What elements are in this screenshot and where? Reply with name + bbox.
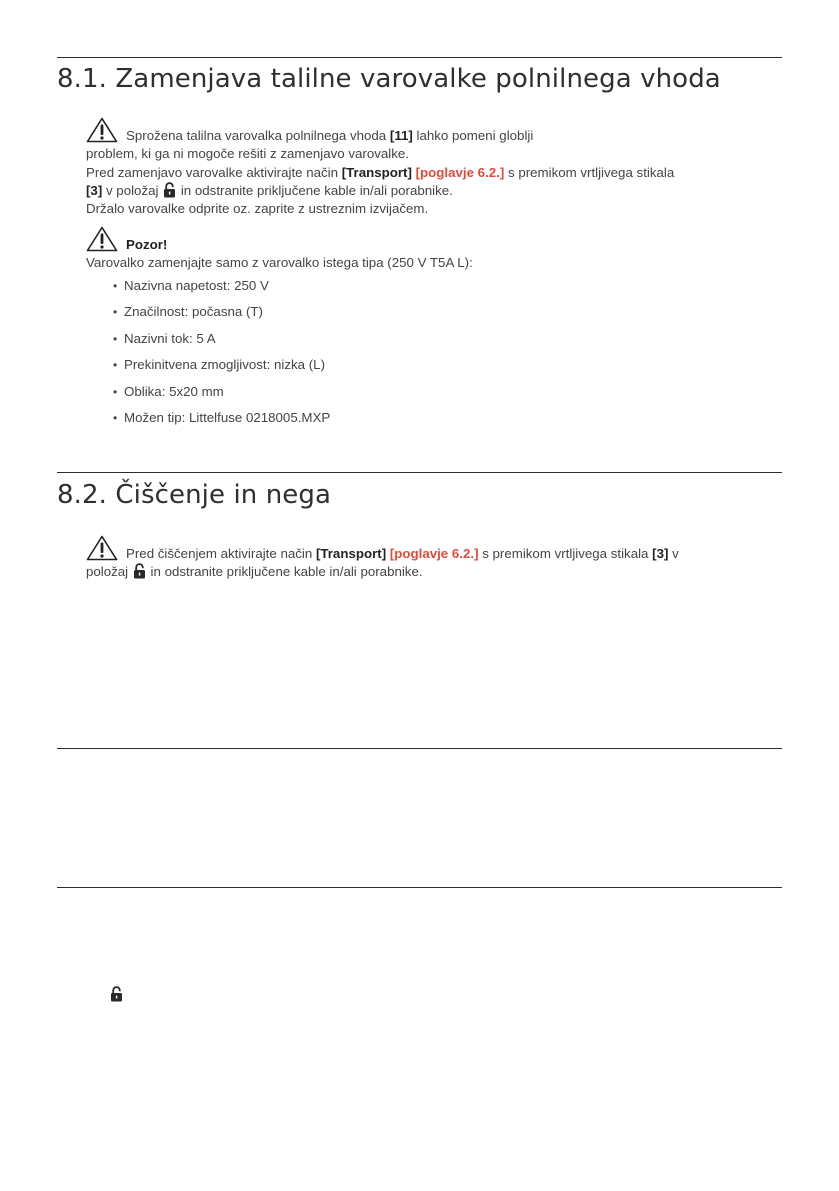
section-81-rule [57,57,782,58]
section-81-title: 8.1. Zamenjava talilne varovalke polnilnega vhoda [57,64,721,94]
list-item: • Nazivni tok: 5 A [113,330,216,346]
warning-triangle-icon [86,535,118,561]
caution-text: Varovalko zamenjajte samo z varovalko istega tipa (250 V T5A L): [86,255,473,271]
reference-11: [11] [389,128,413,143]
list-item: • Oblika: 5x20 mm [113,383,224,399]
warning-triangle-icon [86,226,118,252]
list-item: • Nazivna napetost: 250 V [113,278,269,293]
padlock-open-icon [133,563,146,579]
list-item: • Prekinitvena zmogljivost: nizka (L) [113,357,326,373]
section-82-title: 8.2. Čiščenje in nega [57,480,332,510]
transport-mode-ref: [Transport] [341,164,412,180]
fuse-warning-line-2: problem, ki ga ni mogoče rešiti z zamenjavo varovalke. [86,146,409,162]
fuse-warning-line-3: Pred zamenjavo varovalke aktivirajte način [Transport] [poglavje 6.2.] s premikom vrtljivega stikala [86,164,675,180]
padlock-open-icon [163,182,176,198]
fuse-spec-list [113,273,330,431]
reference-3: [3] [86,182,103,198]
fuse-warning-line-4: [3] v položaj in odstranite priključene kable in/ali porabnike. [86,182,453,198]
caution-label: Pozor! [126,237,168,252]
section-separator-rule [57,887,782,888]
reference-3: [3] [652,546,669,561]
chapter-6-2-link[interactable]: [poglavje 6.2.] [415,164,505,180]
cleaning-warning: Pred čiščenjem aktivirajte način [Transport] [poglavje 6.2.] s premikom vrtljivega stikala [3] v položaj in odstranite priključene kable in/ali porabnike. [86,535,786,582]
caution-block [86,226,786,273]
chapter-6-2-link[interactable]: [poglavje 6.2.] [389,546,479,561]
fuse-warning-line-5: Držalo varovalke odprite oz. zaprite z ustreznim izvijačem. [86,201,429,217]
fuse-warning-line-1: Sprožena talilna varovalka polnilnega vhoda [11] lahko pomeni globlji [86,117,786,145]
transport-mode-ref: [Transport] [315,546,387,561]
warning-triangle-icon [86,117,118,143]
padlock-open-icon [110,986,123,1002]
list-item: • Značilnost: počasna (T) [113,304,263,320]
section-82-rule [57,472,782,473]
fuse-warning [86,117,786,218]
list-item: • Možen tip: Littelfuse 0218005.MXP [113,409,331,425]
section-separator-rule [57,748,782,749]
